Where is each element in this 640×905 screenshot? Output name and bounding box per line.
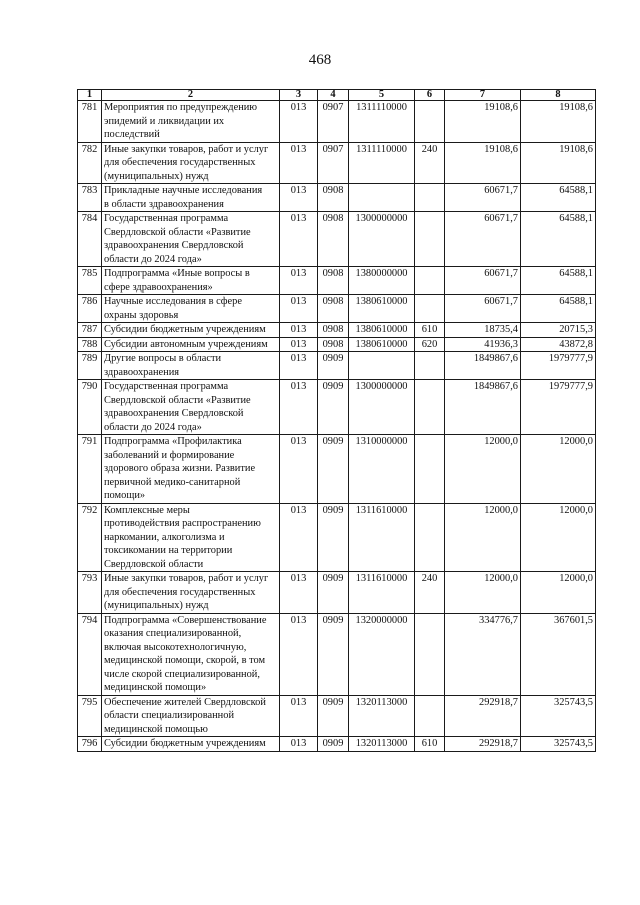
- section-code-cell: 0908: [318, 295, 349, 323]
- amount-year1-cell: 12000,0: [445, 503, 521, 572]
- row-name-line: включая высокотехнологичную,: [104, 641, 247, 653]
- column-header-4: 4: [318, 90, 349, 101]
- amount-year1-cell: 1849867,6: [445, 352, 521, 380]
- target-article-cell: 1311610000: [349, 572, 415, 614]
- row-number-cell: 789: [78, 352, 102, 380]
- target-article-cell: 1320113000: [349, 695, 415, 737]
- row-name-line: охраны здоровья: [104, 309, 179, 321]
- target-article-cell: [349, 184, 415, 212]
- column-header-8: 8: [521, 90, 596, 101]
- row-name-line: медицинской помощи»: [104, 682, 207, 693]
- amount-year1-cell: 60671,7: [445, 295, 521, 323]
- table-row: [78, 323, 596, 338]
- row-name-line: Государственная программа: [104, 381, 229, 392]
- expense-type-cell: [415, 212, 445, 267]
- row-name-line: Комплексные меры: [104, 504, 190, 516]
- table-row: [78, 101, 596, 143]
- expense-type-cell: [415, 435, 445, 504]
- amount-year2-cell: 12000,0: [521, 572, 596, 614]
- row-number-cell: 794: [78, 613, 102, 695]
- target-article-cell: 1300000000: [349, 212, 415, 267]
- row-name-cell: [102, 613, 280, 695]
- row-name-line: Иные закупки товаров, работ и услуг: [104, 573, 269, 584]
- row-name-line: Другие вопросы в области: [104, 353, 222, 364]
- row-number-cell: 790: [78, 380, 102, 435]
- row-number-cell: 791: [78, 435, 102, 504]
- amount-year2-cell: 43872,8: [521, 337, 596, 352]
- row-name-line: Подпрограмма «Профилактика: [104, 436, 242, 447]
- target-article-cell: 1311110000: [349, 101, 415, 143]
- header-row: [78, 90, 596, 101]
- amount-year1-cell: 334776,7: [445, 613, 521, 695]
- amount-year1-cell: 19108,6: [445, 101, 521, 143]
- amount-year1-cell: 292918,7: [445, 695, 521, 737]
- section-code-cell: 0909: [318, 380, 349, 435]
- section-code-cell: 0909: [318, 613, 349, 695]
- expense-type-cell: [415, 101, 445, 143]
- row-name-line: области до 2024 года»: [104, 421, 202, 433]
- amount-year2-cell: 19108,6: [521, 101, 596, 143]
- row-number-cell: 781: [78, 101, 102, 143]
- amount-year1-cell: 19108,6: [445, 142, 521, 184]
- row-name-line: противодействия распространению: [104, 518, 261, 529]
- table-row: [78, 503, 596, 572]
- row-name-line: для обеспечения государственных: [104, 586, 256, 598]
- section-code-cell: 0909: [318, 737, 349, 752]
- table-row: [78, 613, 596, 695]
- row-name-line: Субсидии бюджетным учреждениям: [104, 324, 266, 335]
- amount-year2-cell: 20715,3: [521, 323, 596, 338]
- row-name-line: в области здравоохранения: [104, 198, 224, 210]
- table-row: [78, 142, 596, 184]
- ministry-code-cell: 013: [280, 184, 318, 212]
- row-name-line: токсикомании на территории: [104, 545, 233, 556]
- expense-type-cell: [415, 503, 445, 572]
- target-article-cell: 1380000000: [349, 267, 415, 295]
- row-name-line: первичной медико-санитарной: [104, 476, 241, 488]
- amount-year2-cell: 1979777,9: [521, 352, 596, 380]
- amount-year1-cell: 292918,7: [445, 737, 521, 752]
- row-name-cell: [102, 101, 280, 143]
- row-name-line: здравоохранения: [104, 366, 180, 378]
- expense-type-cell: 620: [415, 337, 445, 352]
- amount-year2-cell: 1979777,9: [521, 380, 596, 435]
- expense-type-cell: [415, 267, 445, 295]
- section-code-cell: 0907: [318, 101, 349, 143]
- row-name-line: последствий: [104, 129, 160, 140]
- column-header-6: 6: [415, 90, 445, 101]
- ministry-code-cell: 013: [280, 212, 318, 267]
- row-name-cell: [102, 503, 280, 572]
- row-number-cell: 796: [78, 737, 102, 752]
- column-header-2: 2: [102, 90, 280, 101]
- row-name-line: для обеспечения государственных: [104, 157, 256, 168]
- amount-year1-cell: 12000,0: [445, 572, 521, 614]
- row-number-cell: 786: [78, 295, 102, 323]
- amount-year1-cell: 12000,0: [445, 435, 521, 504]
- expense-type-cell: [415, 295, 445, 323]
- target-article-cell: 1380610000: [349, 337, 415, 352]
- ministry-code-cell: 013: [280, 737, 318, 752]
- amount-year2-cell: 12000,0: [521, 435, 596, 504]
- ministry-code-cell: 013: [280, 295, 318, 323]
- row-name-line: Государственная программа: [104, 213, 229, 224]
- row-name-line: Обеспечение жителей Свердловской: [104, 696, 266, 708]
- amount-year1-cell: 60671,7: [445, 212, 521, 267]
- table-row: [78, 695, 596, 737]
- ministry-code-cell: 013: [280, 435, 318, 504]
- row-number-cell: 782: [78, 142, 102, 184]
- section-code-cell: 0908: [318, 267, 349, 295]
- row-name-line: здорового образа жизни. Развитие: [104, 463, 256, 474]
- row-number-cell: 795: [78, 695, 102, 737]
- row-name-cell: [102, 267, 280, 295]
- table-body: [78, 101, 596, 752]
- row-name-line: области до 2024 года»: [104, 253, 202, 265]
- table-row: [78, 435, 596, 504]
- expense-type-cell: 610: [415, 323, 445, 338]
- row-name-cell: [102, 212, 280, 267]
- row-name-line: Субсидии автономным учреждениям: [104, 338, 268, 350]
- column-header-1: 1: [78, 90, 102, 101]
- expense-type-cell: [415, 184, 445, 212]
- row-name-line: (муниципальных) нужд: [104, 170, 209, 182]
- row-name-line: помощи»: [104, 490, 146, 501]
- table-row: [78, 267, 596, 295]
- amount-year2-cell: 64588,1: [521, 212, 596, 267]
- row-number-cell: 793: [78, 572, 102, 614]
- section-code-cell: 0908: [318, 184, 349, 212]
- row-name-line: медицинской помощью: [104, 723, 208, 735]
- target-article-cell: 1380610000: [349, 323, 415, 338]
- row-name-line: (муниципальных) нужд: [104, 600, 209, 611]
- row-name-line: Мероприятия по предупреждению: [104, 102, 258, 113]
- row-name-cell: [102, 352, 280, 380]
- row-name-cell: [102, 435, 280, 504]
- row-name-cell: [102, 337, 280, 352]
- row-name-line: здравоохранения Свердловской: [104, 408, 244, 419]
- column-header-7: 7: [445, 90, 521, 101]
- target-article-cell: 1320113000: [349, 737, 415, 752]
- ministry-code-cell: 013: [280, 337, 318, 352]
- amount-year1-cell: 1849867,6: [445, 380, 521, 435]
- row-name-line: оказания специализированной,: [104, 628, 242, 639]
- row-name-line: здравоохранения Свердловской: [104, 240, 244, 251]
- amount-year1-cell: 18735,4: [445, 323, 521, 338]
- expense-type-cell: [415, 352, 445, 380]
- column-header-5: 5: [349, 90, 415, 101]
- table-row: [78, 737, 596, 752]
- row-name-line: области специализированной: [104, 710, 234, 721]
- column-header-3: 3: [280, 90, 318, 101]
- row-name-line: Субсидии бюджетным учреждениям: [104, 738, 266, 749]
- ministry-code-cell: 013: [280, 613, 318, 695]
- row-name-line: Свердловской области «Развитие: [104, 394, 251, 406]
- table-row: [78, 212, 596, 267]
- row-name-line: Научные исследования в сфере: [104, 296, 242, 307]
- section-code-cell: 0909: [318, 503, 349, 572]
- section-code-cell: 0908: [318, 337, 349, 352]
- amount-year2-cell: 64588,1: [521, 184, 596, 212]
- ministry-code-cell: 013: [280, 323, 318, 338]
- amount-year1-cell: 41936,3: [445, 337, 521, 352]
- row-number-cell: 785: [78, 267, 102, 295]
- budget-table: [77, 89, 596, 752]
- row-name-cell: [102, 695, 280, 737]
- row-name-cell: [102, 142, 280, 184]
- row-name-cell: [102, 737, 280, 752]
- target-article-cell: 1311110000: [349, 142, 415, 184]
- row-name-cell: [102, 295, 280, 323]
- table-row: [78, 184, 596, 212]
- ministry-code-cell: 013: [280, 695, 318, 737]
- row-number-cell: 784: [78, 212, 102, 267]
- section-code-cell: 0907: [318, 142, 349, 184]
- row-name-line: числе скорой специализированной,: [104, 668, 260, 680]
- ministry-code-cell: 013: [280, 267, 318, 295]
- amount-year2-cell: 64588,1: [521, 267, 596, 295]
- section-code-cell: 0909: [318, 435, 349, 504]
- target-article-cell: 1310000000: [349, 435, 415, 504]
- row-number-cell: 792: [78, 503, 102, 572]
- row-name-line: заболеваний и формирование: [104, 449, 235, 461]
- row-number-cell: 788: [78, 337, 102, 352]
- target-article-cell: 1380610000: [349, 295, 415, 323]
- target-article-cell: 1320000000: [349, 613, 415, 695]
- row-number-cell: 783: [78, 184, 102, 212]
- amount-year2-cell: 12000,0: [521, 503, 596, 572]
- expense-type-cell: 240: [415, 142, 445, 184]
- ministry-code-cell: 013: [280, 142, 318, 184]
- row-name-cell: [102, 323, 280, 338]
- amount-year2-cell: 325743,5: [521, 737, 596, 752]
- page-number: 468: [308, 52, 332, 68]
- row-name-line: Подпрограмма «Иные вопросы в: [104, 268, 250, 279]
- expense-type-cell: 610: [415, 737, 445, 752]
- ministry-code-cell: 013: [280, 352, 318, 380]
- expense-type-cell: [415, 613, 445, 695]
- target-article-cell: 1300000000: [349, 380, 415, 435]
- ministry-code-cell: 013: [280, 503, 318, 572]
- section-code-cell: 0909: [318, 352, 349, 380]
- row-name-line: Иные закупки товаров, работ и услуг: [104, 143, 269, 155]
- row-name-line: Свердловской области: [104, 558, 204, 570]
- amount-year1-cell: 60671,7: [445, 184, 521, 212]
- row-name-cell: [102, 380, 280, 435]
- row-name-line: медицинской помощи, скорой, в том: [104, 655, 266, 666]
- ministry-code-cell: 013: [280, 380, 318, 435]
- section-code-cell: 0908: [318, 212, 349, 267]
- ministry-code-cell: 013: [280, 101, 318, 143]
- row-name-line: Подпрограмма «Совершенствование: [104, 614, 267, 626]
- section-code-cell: 0909: [318, 695, 349, 737]
- table-row: [78, 572, 596, 614]
- row-name-line: эпидемий и ликвидации их: [104, 115, 225, 127]
- section-code-cell: 0909: [318, 572, 349, 614]
- expense-type-cell: [415, 695, 445, 737]
- ministry-code-cell: 013: [280, 572, 318, 614]
- table-row: [78, 352, 596, 380]
- row-name-cell: [102, 184, 280, 212]
- target-article-cell: 1311610000: [349, 503, 415, 572]
- amount-year2-cell: 64588,1: [521, 295, 596, 323]
- amount-year2-cell: 19108,6: [521, 142, 596, 184]
- row-number-cell: 787: [78, 323, 102, 338]
- target-article-cell: [349, 352, 415, 380]
- expense-type-cell: [415, 380, 445, 435]
- row-name-line: наркомании, алкоголизма и: [104, 531, 225, 543]
- table-row: [78, 380, 596, 435]
- row-name-cell: [102, 572, 280, 614]
- table-row: [78, 295, 596, 323]
- amount-year2-cell: 367601,5: [521, 613, 596, 695]
- expense-type-cell: 240: [415, 572, 445, 614]
- section-code-cell: 0908: [318, 323, 349, 338]
- table-header: [78, 90, 596, 101]
- table-row: [78, 337, 596, 352]
- row-name-line: сфере здравоохранения»: [104, 281, 213, 293]
- row-name-line: Прикладные научные исследования: [104, 185, 263, 196]
- row-name-line: Свердловской области «Развитие: [104, 226, 251, 238]
- amount-year1-cell: 60671,7: [445, 267, 521, 295]
- amount-year2-cell: 325743,5: [521, 695, 596, 737]
